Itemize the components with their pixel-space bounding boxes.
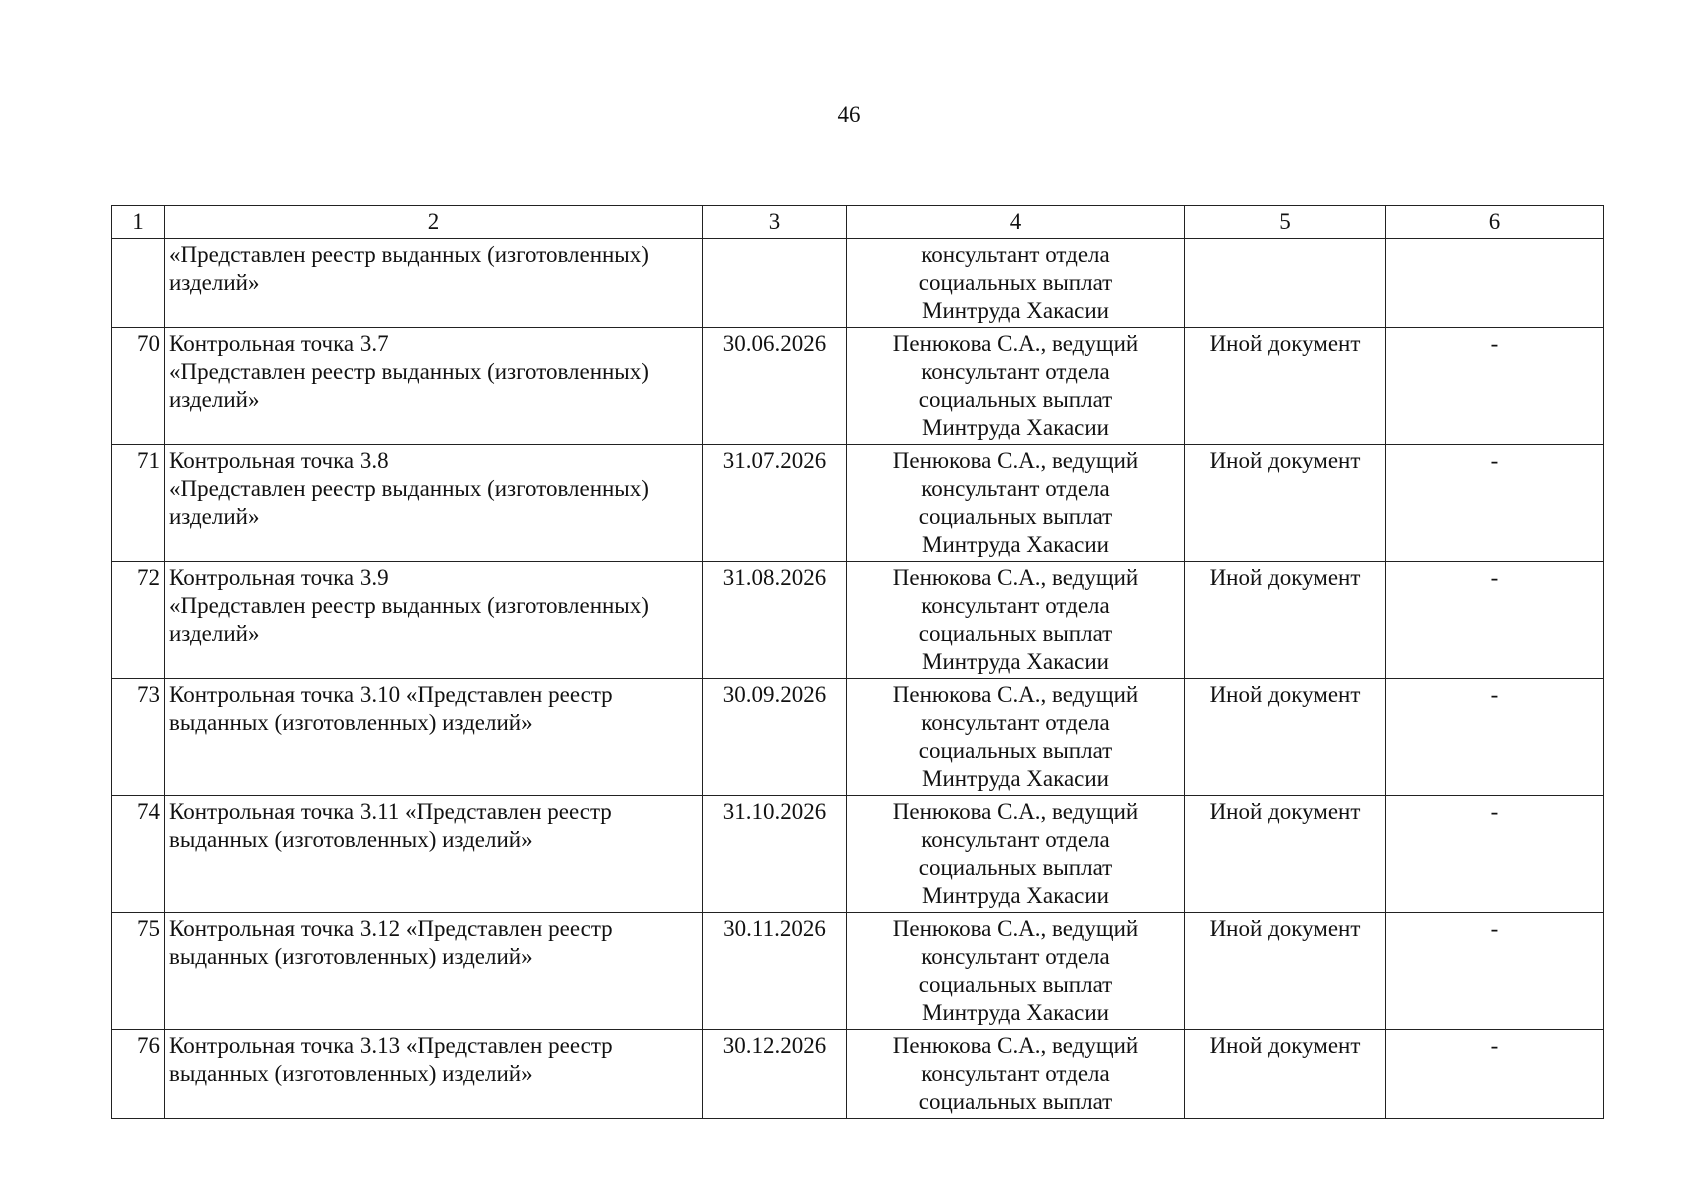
control-point-name-cell <box>165 328 703 445</box>
control-point-name-cell <box>165 679 703 796</box>
note-cell: - <box>1386 1030 1604 1119</box>
table-row <box>112 679 1604 796</box>
table-row-continued <box>112 239 1604 328</box>
responsible-line: Пенюкова С.А., ведущий <box>892 448 1139 473</box>
row-number-cell: 75 <box>112 913 165 1030</box>
table-row <box>112 913 1604 1030</box>
responsible-cell <box>847 1030 1185 1119</box>
document-type-cell: Иной документ <box>1185 562 1386 679</box>
control-points-table <box>111 205 1604 1119</box>
control-point-name-line: выданных (изготовленных) изделий» <box>169 944 533 969</box>
document-type-cell: Иной документ <box>1185 913 1386 1030</box>
control-point-name-line: изделий» <box>169 621 260 646</box>
deadline-cell: 30.11.2026 <box>703 913 847 1030</box>
deadline-cell: 30.09.2026 <box>703 679 847 796</box>
responsible-line: Минтруда Хакасии <box>922 1000 1109 1025</box>
control-point-name-line: изделий» <box>169 504 260 529</box>
responsible-line: Пенюкова С.А., ведущий <box>892 682 1139 707</box>
responsible-cell <box>847 328 1185 445</box>
responsible-cell <box>847 239 1185 328</box>
control-point-name-cell <box>165 562 703 679</box>
document-type-cell: Иной документ <box>1185 679 1386 796</box>
responsible-line: Пенюкова С.А., ведущий <box>892 331 1139 356</box>
control-point-name-line: Контрольная точка 3.11 «Представлен реестр <box>169 799 612 824</box>
responsible-line: социальных выплат <box>918 738 1113 763</box>
responsible-cell <box>847 562 1185 679</box>
deadline-cell: 30.12.2026 <box>703 1030 847 1119</box>
header-cell-4: 4 <box>847 206 1185 239</box>
header-cell-2: 2 <box>165 206 703 239</box>
table-row <box>112 1030 1604 1119</box>
control-point-name-line: Контрольная точка 3.13 «Представлен реестр <box>169 1033 613 1058</box>
control-point-name-line: «Представлен реестр выданных (изготовленных) <box>169 476 649 501</box>
responsible-line: Минтруда Хакасии <box>922 298 1109 323</box>
row-number-cell: 76 <box>112 1030 165 1119</box>
control-point-name-line: выданных (изготовленных) изделий» <box>169 710 533 735</box>
document-type-cell: Иной документ <box>1185 445 1386 562</box>
control-point-name-line: изделий» <box>169 270 260 295</box>
deadline-cell: 31.07.2026 <box>703 445 847 562</box>
responsible-line: Пенюкова С.А., ведущий <box>892 799 1139 824</box>
table-header-row <box>112 206 1604 239</box>
row-number-cell: 70 <box>112 328 165 445</box>
responsible-line: Минтруда Хакасии <box>922 532 1109 557</box>
note-cell <box>1386 239 1604 328</box>
note-cell: - <box>1386 445 1604 562</box>
row-number-cell: 74 <box>112 796 165 913</box>
table-row <box>112 562 1604 679</box>
responsible-line: Минтруда Хакасии <box>922 649 1109 674</box>
row-number-cell: 71 <box>112 445 165 562</box>
control-point-name-cell <box>165 1030 703 1119</box>
control-point-name-cell <box>165 445 703 562</box>
control-point-name-line: выданных (изготовленных) изделий» <box>169 1061 533 1086</box>
responsible-line: Пенюкова С.А., ведущий <box>892 1033 1139 1058</box>
control-point-name-line: Контрольная точка 3.7 <box>169 331 389 356</box>
note-cell: - <box>1386 328 1604 445</box>
control-point-name-cell <box>165 796 703 913</box>
responsible-cell <box>847 679 1185 796</box>
control-point-name-line: Контрольная точка 3.10 «Представлен реестр <box>169 682 613 707</box>
responsible-line: Пенюкова С.А., ведущий <box>892 565 1139 590</box>
control-point-name-line: Контрольная точка 3.12 «Представлен реестр <box>169 916 613 941</box>
responsible-line: социальных выплат <box>918 1089 1113 1114</box>
control-point-name-line: Контрольная точка 3.9 <box>169 565 389 590</box>
header-cell-5: 5 <box>1185 206 1386 239</box>
responsible-line: консультант отдела <box>921 827 1110 852</box>
table-row <box>112 328 1604 445</box>
responsible-line: социальных выплат <box>918 504 1113 529</box>
responsible-line: консультант отдела <box>921 710 1110 735</box>
responsible-line: Пенюкова С.А., ведущий <box>892 916 1139 941</box>
responsible-cell <box>847 796 1185 913</box>
document-type-cell: Иной документ <box>1185 1030 1386 1119</box>
responsible-cell <box>847 913 1185 1030</box>
responsible-line: социальных выплат <box>918 855 1113 880</box>
responsible-line: социальных выплат <box>918 270 1113 295</box>
row-number-cell: 73 <box>112 679 165 796</box>
deadline-cell: 30.06.2026 <box>703 328 847 445</box>
note-cell: - <box>1386 796 1604 913</box>
responsible-cell <box>847 445 1185 562</box>
header-cell-6: 6 <box>1386 206 1604 239</box>
responsible-line: социальных выплат <box>918 972 1113 997</box>
responsible-line: консультант отдела <box>921 593 1110 618</box>
control-point-name-cell <box>165 239 703 328</box>
responsible-line: консультант отдела <box>921 1061 1110 1086</box>
note-cell: - <box>1386 679 1604 796</box>
page-number: 46 <box>837 102 861 127</box>
responsible-line: консультант отдела <box>921 242 1110 267</box>
header-cell-1: 1 <box>112 206 165 239</box>
row-number-cell <box>112 239 165 328</box>
responsible-line: консультант отдела <box>921 359 1110 384</box>
document-type-cell: Иной документ <box>1185 796 1386 913</box>
table-row <box>112 445 1604 562</box>
responsible-line: консультант отдела <box>921 944 1110 969</box>
table-row <box>112 796 1604 913</box>
control-point-name-line: изделий» <box>169 387 260 412</box>
responsible-line: социальных выплат <box>918 621 1113 646</box>
responsible-line: Минтруда Хакасии <box>922 766 1109 791</box>
control-point-name-line: выданных (изготовленных) изделий» <box>169 827 533 852</box>
deadline-cell <box>703 239 847 328</box>
control-point-name-cell <box>165 913 703 1030</box>
deadline-cell: 31.10.2026 <box>703 796 847 913</box>
deadline-cell: 31.08.2026 <box>703 562 847 679</box>
document-type-cell <box>1185 239 1386 328</box>
responsible-line: консультант отдела <box>921 476 1110 501</box>
row-number-cell: 72 <box>112 562 165 679</box>
control-point-name-line: «Представлен реестр выданных (изготовленных) <box>169 359 649 384</box>
document-type-cell: Иной документ <box>1185 328 1386 445</box>
control-point-name-line: «Представлен реестр выданных (изготовленных) <box>169 593 649 618</box>
header-cell-3: 3 <box>703 206 847 239</box>
responsible-line: Минтруда Хакасии <box>922 883 1109 908</box>
responsible-line: социальных выплат <box>918 387 1113 412</box>
control-point-name-line: «Представлен реестр выданных (изготовленных) <box>169 242 649 267</box>
control-point-name-line: Контрольная точка 3.8 <box>169 448 389 473</box>
note-cell: - <box>1386 562 1604 679</box>
note-cell: - <box>1386 913 1604 1030</box>
responsible-line: Минтруда Хакасии <box>922 415 1109 440</box>
